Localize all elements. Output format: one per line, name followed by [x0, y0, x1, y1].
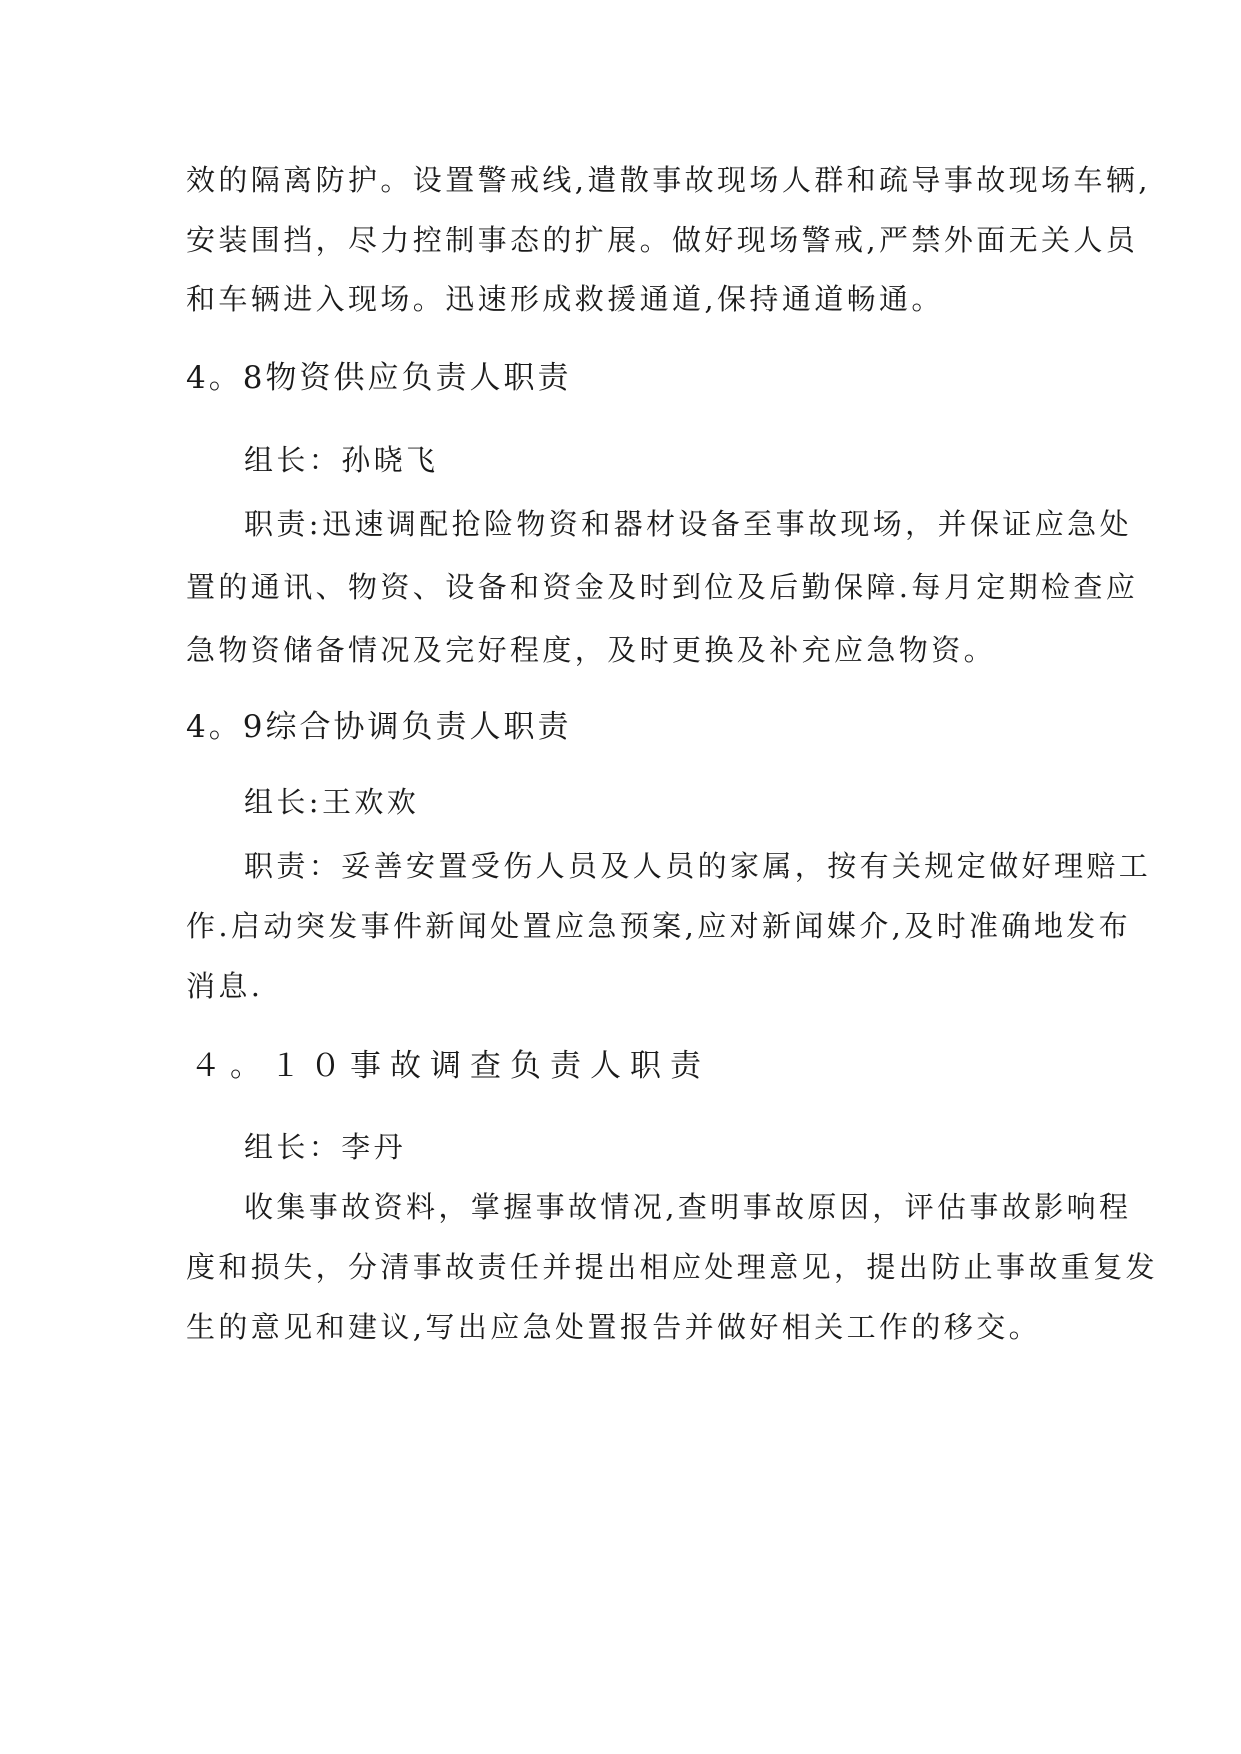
section-4-9-duty-line-1: 职责：妥善安置受伤人员及人员的家属，按有关规定做好理赔工	[244, 849, 1152, 883]
section-4-9-duty-line-2: 作.启动突发事件新闻处置应急预案,应对新闻媒介,及时准确地发布	[186, 909, 1132, 943]
section-4-10-leader: 组长：李丹	[244, 1130, 407, 1164]
section-4-9-heading: 4。9综合协调负责人职责	[186, 709, 572, 745]
section-4-8-duty-line-2: 置的通讯、物资、设备和资金及时到位及后勤保障.每月定期检查应	[186, 570, 1139, 604]
section-4-8-duty-line-3: 急物资储备情况及完好程度，及时更换及补充应急物资。	[186, 633, 997, 667]
section-4-7-line-3: 和车辆进入现场。迅速形成救援通道,保持通道畅通。	[186, 282, 944, 316]
section-4-9-leader: 组长:王欢欢	[244, 785, 420, 819]
section-4-10-duty-line-1: 收集事故资料，掌握事故情况,查明事故原因，评估事故影响程	[244, 1190, 1132, 1224]
section-4-10-heading: ４。１０事故调查负责人职责	[190, 1048, 710, 1084]
section-4-9-duty-line-3: 消息.	[186, 969, 264, 1003]
section-4-10-duty-line-3: 生的意见和建议,写出应急处置报告并做好相关工作的移交。	[186, 1310, 1042, 1344]
section-4-8-leader: 组长：孙晓飞	[244, 443, 439, 477]
section-4-10-duty-line-2: 度和损失，分清事故责任并提出相应处理意见，提出防止事故重复发	[186, 1250, 1159, 1284]
section-4-7-line-1: 效的隔离防护。设置警戒线,遣散事故现场人群和疏导事故现场车辆,	[186, 163, 1151, 197]
section-4-7-line-2: 安装围挡，尽力控制事态的扩展。做好现场警戒,严禁外面无关人员	[186, 223, 1139, 257]
section-4-8-duty-line-1: 职责:迅速调配抢险物资和器材设备至事故现场，并保证应急处	[244, 507, 1132, 541]
section-4-8-heading: 4。8物资供应负责人职责	[186, 360, 572, 396]
